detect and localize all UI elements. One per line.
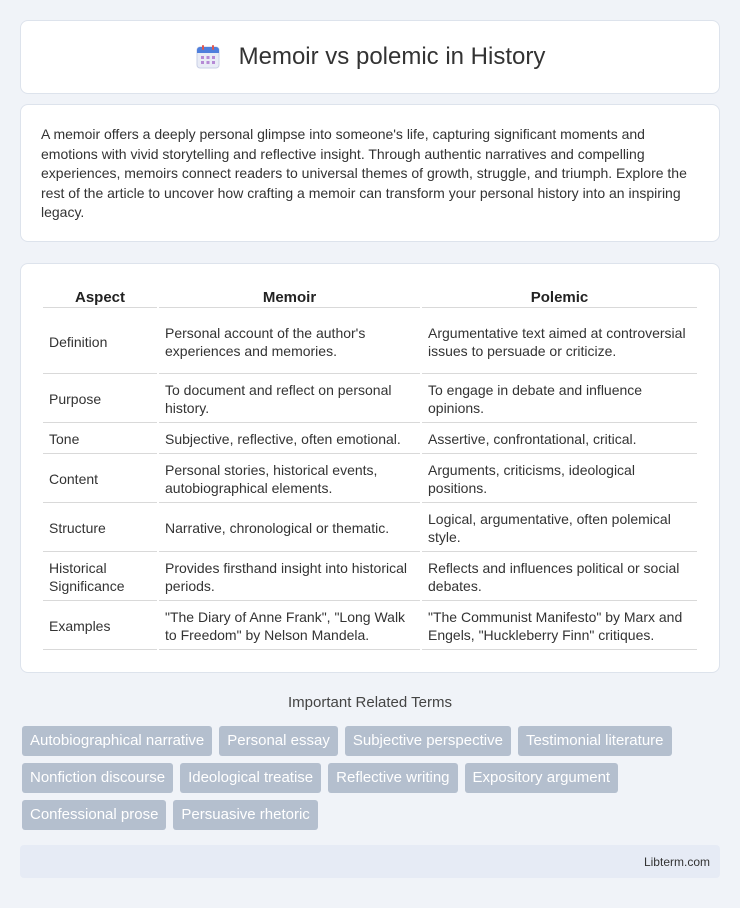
column-header: Aspect [43, 286, 157, 308]
related-term-tag[interactable]: Reflective writing [328, 763, 457, 793]
table-cell: Arguments, criticisms, ideological positions. [422, 456, 697, 503]
header-card [20, 20, 720, 94]
related-term-tag[interactable]: Subjective perspective [345, 726, 511, 756]
table-cell: Reflects and influences political or social debates. [422, 554, 697, 601]
table-cell: Content [43, 456, 157, 503]
table-cell: Provides firsthand insight into historical periods. [159, 554, 420, 601]
table-cell: Personal account of the author's experiences and memories. [159, 310, 420, 374]
table-row [43, 456, 697, 503]
table-cell: Personal stories, historical events, autobiographical elements. [159, 456, 420, 503]
footer-site-link[interactable]: Libterm.com [643, 854, 710, 869]
table-cell: Subjective, reflective, often emotional. [159, 425, 420, 454]
table-row [43, 310, 697, 374]
page-title: Memoir vs polemic in History [238, 43, 546, 70]
related-term-tag[interactable]: Testimonial literature [518, 726, 672, 756]
comparison-table-card [20, 263, 720, 673]
table-cell: "The Diary of Anne Frank", "Long Walk to Freedom" by Nelson Mandela. [159, 603, 420, 650]
related-term-tag[interactable]: Expository argument [465, 763, 619, 793]
table-cell: Definition [43, 310, 157, 374]
table-cell: Narrative, chronological or thematic. [159, 505, 420, 552]
table-row [43, 376, 697, 423]
related-term-tag[interactable]: Nonfiction discourse [22, 763, 173, 793]
table-cell: Assertive, confrontational, critical. [422, 425, 697, 454]
related-terms-title: Important Related Terms [288, 694, 452, 711]
footer [20, 845, 720, 878]
related-term-tag[interactable]: Personal essay [219, 726, 338, 756]
intro-text: A memoir offers a deeply personal glimpse into someone's life, capturing significant moments and emotions with vivid storytelling and reflective insight. Through authentic narratives and compelling experiences, memoirs connect readers to universal themes of growth, struggle, and triumph. Explore the rest of the article to uncover how crafting a memoir can transform your personal history into an inspiring legacy. [41, 126, 687, 220]
table-cell: Argumentative text aimed at controversial issues to persuade or criticize. [422, 310, 697, 374]
table-cell: Logical, argumentative, often polemical style. [422, 505, 697, 552]
table-cell: To document and reflect on personal history. [159, 376, 420, 423]
related-term-tag[interactable]: Confessional prose [22, 800, 166, 830]
table-row [43, 425, 697, 454]
intro-card [20, 104, 720, 242]
table-row [43, 505, 697, 552]
table-row [43, 554, 697, 601]
related-terms-list [22, 726, 722, 830]
column-header: Polemic [422, 286, 697, 308]
related-term-tag[interactable]: Ideological treatise [180, 763, 321, 793]
table-cell: Purpose [43, 376, 157, 423]
table-cell: Historical Significance [43, 554, 157, 601]
column-header: Memoir [159, 286, 420, 308]
table-cell: Examples [43, 603, 157, 650]
table-header-row [43, 286, 697, 308]
related-term-tag[interactable]: Autobiographical narrative [22, 726, 212, 756]
related-term-tag[interactable]: Persuasive rhetoric [173, 800, 317, 830]
comparison-table [41, 284, 699, 652]
table-cell: Tone [43, 425, 157, 454]
table-cell: "The Communist Manifesto" by Marx and Engels, "Huckleberry Finn" critiques. [422, 603, 697, 650]
calendar-icon [195, 44, 221, 70]
table-row [43, 603, 697, 650]
table-cell: To engage in debate and influence opinions. [422, 376, 697, 423]
table-cell: Structure [43, 505, 157, 552]
